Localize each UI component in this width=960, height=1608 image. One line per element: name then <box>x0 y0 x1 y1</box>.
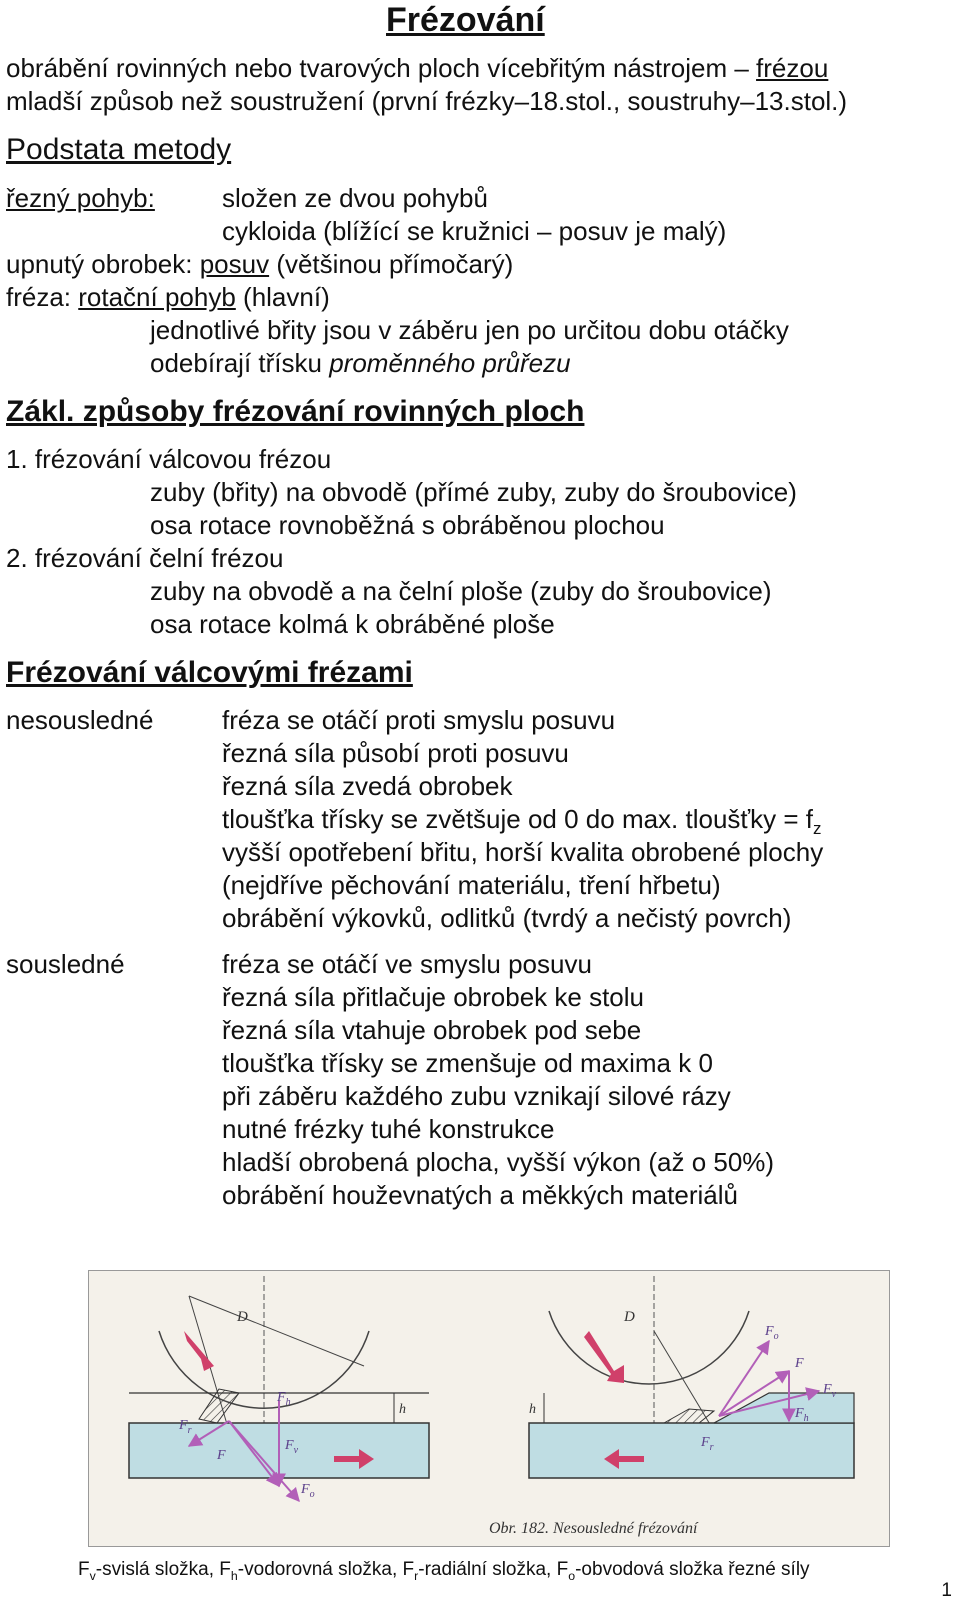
nes-item: fréza se otáčí proti smyslu posuvu <box>222 705 616 735</box>
sou-item: fréza se otáčí ve smyslu posuvu <box>222 949 592 979</box>
nes-item-sub: z <box>813 819 822 839</box>
right-label-h: h <box>529 1402 536 1417</box>
left-label-fr-main: F <box>179 1418 188 1433</box>
left-label-fh-main: F <box>277 1390 286 1405</box>
right-label-f: F <box>795 1356 804 1371</box>
nes-item: (nejdříve pěchování materiálu, tření hřbetu) <box>222 870 721 900</box>
right-label-fv-main: F <box>823 1382 832 1397</box>
section-heading-zpusoby: Zákl. způsoby frézování rovinných ploch <box>6 395 585 428</box>
sou-item: při záběru každého zubu vznikají silové rázy <box>222 1081 731 1111</box>
caption-part: -vodorovná složka, F <box>237 1559 415 1580</box>
left-label-fr-sub: r <box>187 1425 192 1436</box>
left-label-fo-sub: o <box>309 1489 315 1500</box>
intro-line-2: mladší způsob než soustružení (první frézky–18.stol., soustruhy–13.stol.) <box>6 86 848 116</box>
rezny-pohyb-1: složen ze dvou pohybů <box>222 183 488 213</box>
caption-sub: o <box>568 1568 576 1583</box>
page-number: 1 <box>941 1580 952 1601</box>
right-label-fo-sub: o <box>773 1331 779 1342</box>
sou-item: nutné frézky tuhé konstrukce <box>222 1114 555 1144</box>
left-label-d: D <box>237 1309 248 1325</box>
intro-line-1 <box>6 52 828 84</box>
milling-figure <box>88 1270 890 1547</box>
section-heading-valcove: Frézování válcovými frézami <box>6 656 413 689</box>
method-item-1: 1. frézování válcovou frézou <box>6 444 332 474</box>
right-label-fo-main: F <box>765 1324 774 1339</box>
left-label-fv-main: F <box>285 1438 294 1453</box>
freza-suffix: (hlavní) <box>235 282 330 312</box>
nes-item: řezná síla působí proti posuvu <box>222 738 569 768</box>
right-label-fv-sub: v <box>831 1389 837 1400</box>
left-label-fo-main: F <box>301 1482 310 1497</box>
left-label-fh-sub: h <box>285 1397 291 1408</box>
rezny-pohyb-label: řezný pohyb: <box>6 183 155 213</box>
caption-sub: h <box>230 1568 238 1583</box>
force-legend-caption <box>78 1558 810 1588</box>
method-item-1-b: osa rotace rovnoběžná s obráběnou plochou <box>150 510 665 540</box>
left-diagram <box>129 1276 429 1501</box>
obrobek-suffix: (většinou přímočarý) <box>269 249 514 279</box>
left-label-fo <box>300 1482 315 1500</box>
caption-sub: r <box>414 1568 419 1583</box>
sousledne-label: sousledné <box>6 949 125 979</box>
intro-text: obrábění rovinných nebo tvarových ploch vícebřitým nástrojem – <box>6 53 757 83</box>
caption-part: -radiální složka, F <box>418 1559 569 1580</box>
method-item-2-b: osa rotace kolmá k obráběné ploše <box>150 609 555 639</box>
right-label-fo <box>764 1324 779 1342</box>
nes-item: vyšší opotřebení břitu, horší kvalita obrobené plochy <box>222 837 824 867</box>
right-chip <box>664 1409 714 1423</box>
obrobek-line <box>6 248 513 280</box>
freza-detail-2-prefix: odebírají třísku <box>150 348 330 378</box>
sou-item: řezná síla vtahuje obrobek pod sebe <box>222 1015 642 1045</box>
intro-link-freza: frézou <box>756 53 829 83</box>
left-label-f: F <box>217 1448 226 1463</box>
caption-part: -svislá složka, F <box>95 1559 231 1580</box>
milling-diagram <box>89 1271 889 1546</box>
rezny-pohyb-2: cykloida (blížící se kružnici – posuv je malý) <box>222 216 727 246</box>
figure-caption-obr: Obr. 182. Nesousledné frézování <box>489 1520 698 1537</box>
right-label-d: D <box>624 1309 635 1325</box>
left-chip <box>199 1389 239 1423</box>
method-item-1-a: zuby (břity) na obvodě (přímé zuby, zuby do šroubovice) <box>150 477 797 507</box>
right-label-fh-main: F <box>795 1406 804 1421</box>
sou-item: obrábění houževnatých a měkkých materiálů <box>222 1180 738 1210</box>
left-label-fv-sub: v <box>293 1445 299 1456</box>
freza-detail-2-italic: proměnného průřezu <box>329 348 571 378</box>
sou-item: tloušťka třísky se zmenšuje od maxima k 0 <box>222 1048 713 1078</box>
freza-detail-1: jednotlivé břity jsou v záběru jen po určitou dobu otáčky <box>150 315 789 345</box>
obrobek-prefix: upnutý obrobek: <box>6 249 200 279</box>
page-title: Frézování <box>386 1 545 39</box>
right-label-fh-sub: h <box>803 1413 809 1424</box>
nes-item: řezná síla zvedá obrobek <box>222 771 513 801</box>
obrobek-link-posuv: posuv <box>199 249 270 279</box>
sou-item: řezná síla přitlačuje obrobek ke stolu <box>222 982 645 1012</box>
right-label-fr-main: F <box>701 1435 710 1450</box>
nes-item: obrábění výkovků, odlitků (tvrdý a nečistý povrch) <box>222 903 792 933</box>
method-item-2: 2. frézování čelní frézou <box>6 543 284 573</box>
sou-item: hladší obrobená plocha, vyšší výkon (až o 50%) <box>222 1147 775 1177</box>
section-heading-podstata: Podstata metody <box>6 133 232 166</box>
left-rotation-arrow <box>184 1331 214 1371</box>
right-rotation-arrow <box>584 1331 624 1383</box>
right-workpiece <box>529 1423 854 1478</box>
right-cutter-arc <box>549 1311 749 1384</box>
nes-item-text: tloušťka třísky se zvětšuje od 0 do max. tloušťky = f <box>222 804 814 834</box>
freza-link-rotacni: rotační pohyb <box>78 282 236 312</box>
caption-part: F <box>78 1559 90 1580</box>
method-item-2-a: zuby na obvodě a na čelní ploše (zuby do šroubovice) <box>150 576 772 606</box>
left-diameter-line <box>189 1296 364 1366</box>
right-label-fr-sub: r <box>709 1442 714 1453</box>
right-diagram <box>529 1276 854 1478</box>
caption-sub: v <box>89 1568 96 1583</box>
left-label-h: h <box>399 1402 406 1417</box>
nesousledne-label: nesousledné <box>6 705 154 735</box>
freza-prefix: fréza: <box>6 282 79 312</box>
freza-line <box>6 281 330 313</box>
caption-part: -obvodová složka řezné síly <box>575 1559 810 1580</box>
freza-detail-2 <box>150 347 571 379</box>
